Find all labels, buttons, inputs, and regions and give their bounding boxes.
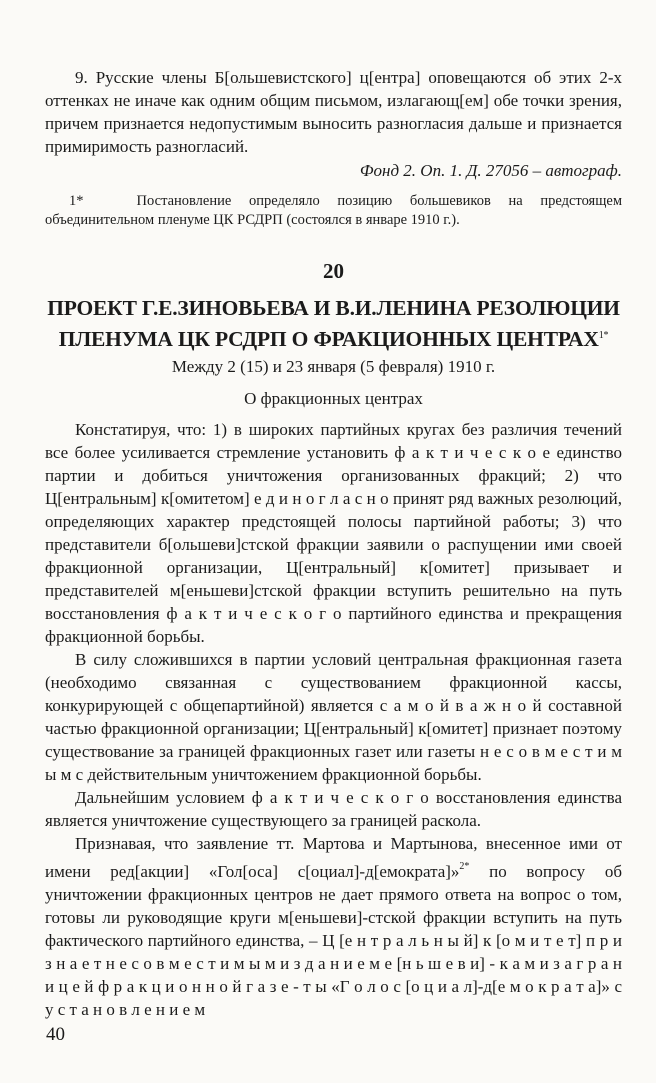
resolution-paragraph-4 [45, 832, 622, 1021]
resolution-paragraph-1: Констатируя, что: 1) в широких партийных кругах без различия течений все более усиливается стремление установить ф а к т и ч е с к о е единство партии и добиться уничтожения организованных фракций; 2) что Ц[ентральным] к[омитетом] е д и н о г л а с н о принят ряд важных резолюций, определяющих характер предстоящей полосы партийной работы; 3) что представители б[ольшеви]стской фракции заявили о распущении ими своей фракционной организации, Ц[ентральный] к[омитет] призывает и представителей м[еньшеви]стской фракции вступить решительно на путь восстановления ф а к т и ч е с к о г о партийного единства и прекращения фракционной борьбы. [45, 420, 622, 646]
resolution-paragraph-4-start: Признавая, что заявление тт. Мартова и Мартынова, внесенное ими от имени ред[акции] «Гол[оса] с[оциал]-д[емократа]» [45, 834, 622, 881]
document-date: Между 2 (15) и 23 января (5 февраля) 1910 г. [171, 357, 496, 376]
item-9-paragraph: 9. Русские члены Б[ольшевистского] ц[ентра] оповещаются об этих 2-х оттенках не иначе как одним общим письмом, излагающ[ем] обе точки зрения, причем признается недопустимым выносить разногласия дальше и признается примиримость разногласий. [45, 68, 622, 156]
document-title-text: ПРОЕКТ Г.Е.ЗИНОВЬЕВА И В.И.ЛЕНИНА РЕЗОЛЮЦИИ ПЛЕНУМА ЦК РСДРП О ФРАКЦИОННЫХ ЦЕНТРАХ [47, 296, 620, 351]
resolution-footnote-mark: 2* [459, 861, 470, 872]
resolution-paragraph-3: Дальнейшим условием ф а к т и ч е с к о г о восстановления единства является уничтожение существующего за границей раскола. [45, 788, 622, 830]
footnote-text: Постановление определяло позицию большевиков на предстоящем объединительном пленуме ЦК РСДРП (состоялся в январе 1910 г.). [45, 193, 622, 228]
page-number: 40 [46, 1024, 65, 1045]
footnote [45, 192, 622, 230]
resolution-paragraph-4-end: по вопросу об уничтожении фракционных центров не дает прямого ответа на вопрос о том, готовы ли руководящие круги м[еньшеви]-стской фракции вступить на путь фактического партийного единства, – Ц [е н т р а л ь н ы й] к [о м и т е т] п р и з н а е т н е с о в м е с т и м ы м и з д а н и е м е [н ь ш е в и] - к а м и з а г р а н и ц е й ф р а к ц и о н н о й г а з е - т ы «Г о л о с [о ц и а л]-д[е м о к р а т а]» с у с т а н о в л е н и е м [45, 862, 623, 1019]
resolution-paragraph-2: В силу сложившихся в партии условий центральная фракционная газета (необходимо связанная с существованием фракционной кассы, конкурирующей с общепартийной) является с а м о й в а ж н о й составной частью фракционной организации; Ц[ентральный] к[омитет] признает поэтому существование за границей фракционных газет или газеты н е с о в м е с т и м ы м с действительным уничтожением фракционной борьбы. [45, 650, 622, 784]
footnote-marker: 1* [69, 193, 84, 209]
document-title [45, 294, 622, 353]
document-subtitle: О фракционных центрах [244, 389, 423, 408]
document-title-footnote-mark: 1* [598, 330, 609, 341]
document-number: 20 [323, 259, 344, 283]
page-content [45, 66, 622, 1021]
archive-source: Фонд 2. Оп. 1. Д. 27056 – автограф. [359, 161, 622, 180]
resolution-text [45, 418, 622, 1021]
